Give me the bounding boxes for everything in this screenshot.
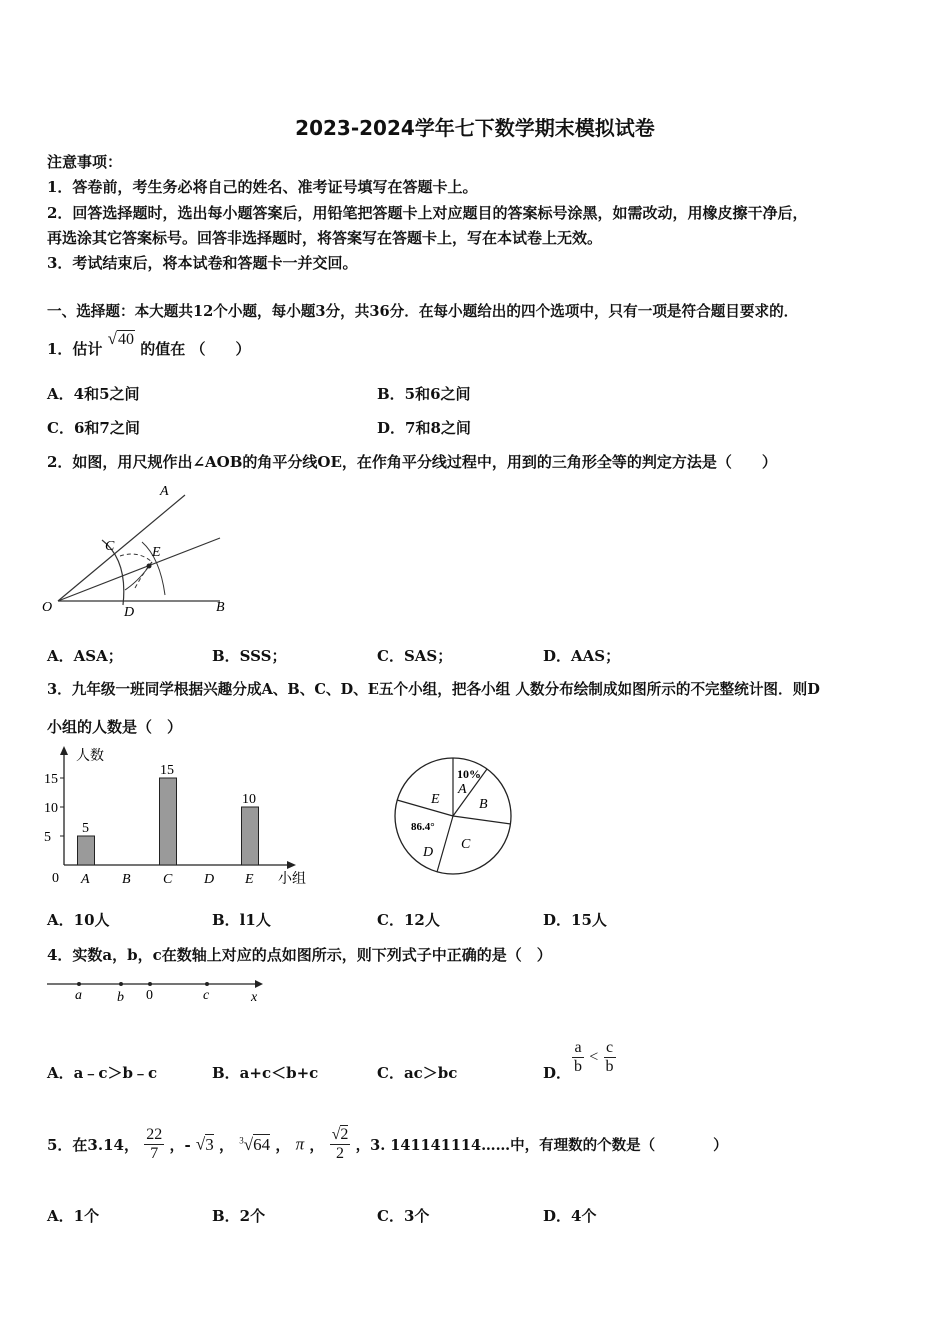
q5-option-b[interactable]: B．2个 (212, 1207, 266, 1225)
pie-chart (395, 758, 517, 878)
fraction-22-over-7: $\frac{22}{7}$ (146, 1126, 163, 1162)
label-d: D (124, 605, 135, 620)
q2-option-d[interactable]: D．AAS； (543, 647, 621, 665)
label-e: E (152, 545, 161, 560)
q2-option-b[interactable]: B．SSS； (212, 647, 287, 665)
y-tick-label-0: 0 (52, 871, 59, 886)
pie-label-c: C (461, 837, 471, 852)
notice-item-2: 2．回答选择题时，选出每小题答案后，用铅笔把答题卡上对应题目的答案标号涂黑，如需改动，用橡皮擦干净后， (47, 204, 808, 222)
point-0 (148, 982, 152, 986)
q4-option-c[interactable]: C．ac＞bc (377, 1064, 458, 1082)
point-c (205, 982, 209, 986)
q1-option-b[interactable]: B．5和6之间 (377, 385, 471, 403)
notice-item-3: 3．考试结束后，将本试卷和答题卡一并交回。 (47, 254, 358, 272)
q3-option-d[interactable]: D．15人 (543, 911, 607, 929)
x-tick-label-C: C (163, 872, 173, 887)
q5-option-d[interactable]: D．4个 (543, 1207, 597, 1225)
label-x: x (251, 990, 258, 1005)
label-a: A (160, 484, 169, 499)
question-3-cont: 小组的人数是（ ） (47, 718, 183, 736)
bar-value-label-E: 10 (242, 792, 256, 807)
pie-label-a: A (458, 782, 467, 797)
q3-option-a[interactable]: A．10人 (47, 911, 110, 929)
x-axis-arrow (287, 861, 296, 869)
fraction-a-over-b: $\frac{a}{b}$ (574, 1039, 582, 1075)
q3-option-b[interactable]: B．l1人 (212, 911, 271, 929)
notice-item-1: 1．答卷前，考生务必将自己的姓名、准考证号填写在答题卡上。 (47, 178, 478, 196)
q2-option-c[interactable]: C．SAS； (377, 647, 453, 665)
notice-heading: 注意事项： (47, 153, 123, 171)
number-line-arrow (255, 980, 263, 988)
q4-option-a[interactable]: A．a﹣c＞b﹣c (47, 1064, 158, 1082)
y-axis-label: 人数 (76, 748, 104, 764)
sqrt-40: √40 (107, 329, 135, 348)
bar-chart (40, 740, 320, 890)
x-tick-label-D: D (204, 872, 215, 887)
x-tick-label-E: E (245, 872, 254, 887)
y-tick-label-15: 15 (44, 772, 58, 787)
bar-C (160, 778, 177, 865)
q1-suffix: 的值在 （ ） (140, 340, 251, 358)
question-3: 3．九年级一班同学根据兴趣分成A、B、C、D、E五个小组，把各小组 人数分布绘制成如图所示的不完整统计图．则D (47, 681, 820, 698)
question-1 (47, 329, 251, 360)
x-tick-label-A: A (81, 872, 90, 887)
page-title: 2023-2024学年七下数学期末模拟试卷 (295, 116, 655, 140)
q2-option-a[interactable]: A．ASA； (47, 647, 123, 665)
section-heading: 一、选择题：本大题共12个小题，每小题3分，共36分．在每小题给出的四个选项中，只有一项是符合题目要求的． (47, 303, 799, 320)
question-5: 5．在3.14， $\frac{22}{7}$ ，- √3 ， $^3$√64 ， π ， $\frac{√2}{2}$ ，3. 141141114……中，有理数的个数是（ ） (47, 1126, 728, 1162)
q3-option-c[interactable]: C．12人 (377, 911, 440, 929)
point-a (77, 982, 81, 986)
bar-E (242, 807, 259, 865)
x-tick-label-B: B (122, 872, 131, 887)
point-b (119, 982, 123, 986)
x-axis-label: 小组 (278, 871, 306, 887)
sqrt-3: √3 (195, 1134, 214, 1154)
question-2: 2．如图，用尺规作出∠AOB的角平分线OE，在作角平分线过程中，用到的三角形全等的判定方法是（ ） (47, 453, 777, 471)
q4-option-d-expression[interactable]: $\frac{a}{b}$ < $\frac{c}{b}$ (574, 1039, 614, 1075)
label-c: C (105, 539, 115, 554)
bar-A (78, 836, 95, 865)
question-4: 4．实数a，b，c在数轴上对应的点如图所示，则下列式子中正确的是（ ） (47, 946, 552, 964)
pie-label-d: D (423, 845, 434, 860)
label-b: b (117, 990, 124, 1005)
angle-bisector-figure (40, 480, 240, 620)
fraction-sqrt2-over-2: $\frac{√2}{2}$ (331, 1126, 349, 1162)
pie-annotation-d: 86.4° (411, 821, 435, 833)
bar-value-label-A: 5 (82, 821, 89, 836)
bar-value-label-C: 15 (160, 763, 174, 778)
pie-annotation-a: 10% (457, 767, 481, 781)
pie-label-e: E (431, 792, 440, 807)
y-tick-label-10: 10 (44, 801, 58, 816)
label-a: a (75, 988, 82, 1003)
q1-option-c[interactable]: C．6和7之间 (47, 419, 140, 437)
label-o: O (42, 600, 53, 615)
notice-item-2-cont: 再选涂其它答案标号。回答非选择题时，将答案写在答题卡上，写在本试卷上无效。 (47, 229, 603, 247)
label-zero: 0 (146, 988, 153, 1003)
fraction-c-over-b: $\frac{c}{b}$ (605, 1039, 614, 1075)
q4-option-b[interactable]: B．a+c＜b+c (212, 1064, 319, 1082)
q1-option-a[interactable]: A．4和5之间 (47, 385, 140, 403)
label-b: B (216, 600, 225, 615)
cube-root-64: $^3$√64 (239, 1134, 271, 1154)
y-tick-label-5: 5 (44, 830, 51, 845)
y-axis-arrow (60, 746, 68, 755)
q1-option-d[interactable]: D．7和8之间 (377, 419, 471, 437)
pi-symbol: π (295, 1134, 305, 1154)
number-line (45, 975, 270, 1007)
label-c: c (203, 988, 210, 1003)
q4-option-d-label[interactable]: D． (543, 1064, 572, 1082)
q5-option-a[interactable]: A．1个 (47, 1207, 100, 1225)
q1-prefix: 1．估计 (47, 340, 103, 358)
pie-label-b: B (479, 797, 488, 812)
q5-option-c[interactable]: C．3个 (377, 1207, 430, 1225)
